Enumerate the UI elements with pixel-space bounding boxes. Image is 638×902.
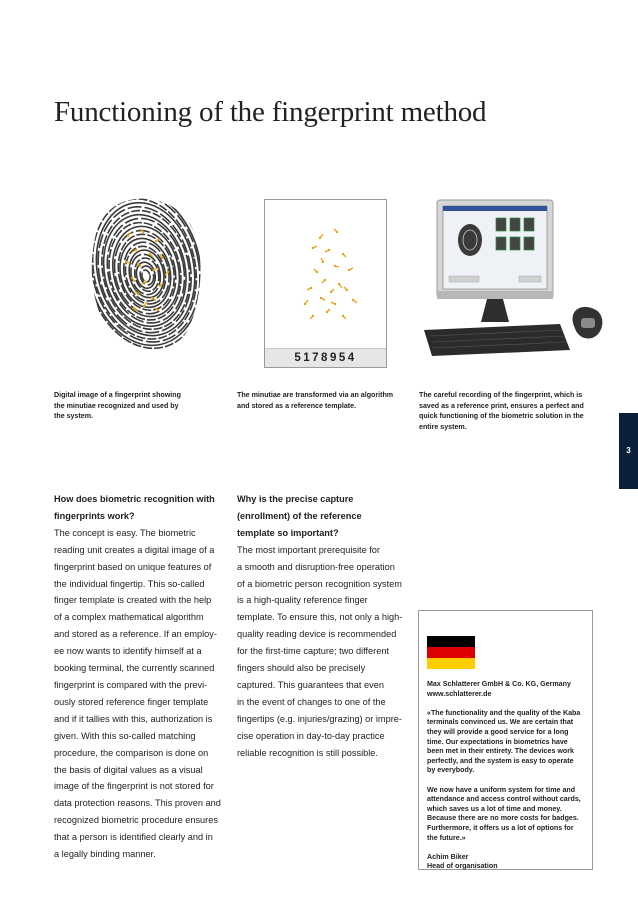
flag-stripe-red (427, 647, 475, 658)
minutia-point (135, 249, 137, 251)
minutiae-template-image (265, 200, 386, 345)
body-line: fingers should also be precisely (237, 663, 366, 674)
body-line: The concept is easy. The biometric (54, 527, 196, 538)
germany-flag-icon (427, 636, 475, 669)
body-line: the individual fingertip. This so-called (54, 578, 205, 589)
minutia-point (346, 289, 348, 291)
signature-block (427, 853, 589, 872)
body-line: fingerprint is compared with the previ- (54, 679, 208, 690)
minutia-point (312, 315, 314, 317)
minutia-point (336, 231, 338, 233)
minutia-point (342, 315, 344, 317)
minutia-point (151, 297, 153, 299)
minutia-point (131, 277, 133, 279)
company-name: Max Schlatterer GmbH & Co. KG, Germany (427, 680, 571, 688)
quote-line: the future.» (427, 833, 466, 842)
minutia-point (153, 269, 155, 271)
body-line: ee now wants to identify himself at a (54, 646, 202, 657)
body-line: finger template is created with the help (54, 595, 212, 606)
body-line: of a complex mathematical algorithm (54, 612, 204, 623)
caption-fingerprint (54, 390, 224, 422)
minutia-point (322, 261, 324, 263)
section-heading: template so important? (237, 527, 339, 538)
body-line: quality reading device is recommended (237, 629, 397, 640)
body-line: given. With this so-called matching (54, 730, 196, 741)
minutia-point (137, 293, 139, 295)
page-title: Functioning of the fingerprint method (54, 96, 487, 128)
body-line: ously stored reference finger template (54, 696, 209, 707)
minutia-point (352, 299, 354, 301)
caption-line: saved as a reference print, ensures a perfect and (419, 401, 584, 410)
workstation-photo (424, 198, 610, 358)
section-heading: Why is the precise capture (237, 494, 354, 504)
quote-line: «The functionality and the quality of the Kaba (427, 708, 581, 717)
minutia-point (334, 265, 336, 267)
minutia-point (348, 269, 350, 271)
minutia-point (161, 257, 163, 259)
body-line: a smooth and disruption-free operation (237, 561, 395, 572)
minutia-point (159, 285, 161, 287)
minutia-point (149, 253, 151, 255)
caption-line: and stored as a reference template. (237, 401, 357, 410)
caption-template (237, 390, 407, 411)
column-biometric-recognition (54, 491, 221, 863)
minutia-point (139, 265, 141, 267)
section-heading: How does biometric recognition with (54, 494, 215, 504)
testimonial-box (418, 610, 593, 870)
flag-stripe-gold (427, 658, 475, 669)
caption-line: the minutiae recognized and used by (54, 401, 179, 410)
quote-line: time. Our expectations in biometrics have (427, 737, 568, 746)
quote-line: been met in their entirety. The devices work (427, 747, 574, 756)
minutiae-template-card (264, 199, 387, 368)
minutia-point (310, 287, 312, 289)
quote-line: they will provide a good service for a long (427, 727, 569, 736)
body-line: image of the fingerprint is not stored for (54, 781, 214, 792)
minutia-point (304, 303, 306, 305)
minutia-point (316, 271, 318, 273)
quote-line: perfectly, and the system is easy to operate (427, 756, 574, 765)
page-number: 3 (626, 446, 631, 455)
quote-line: terminals convinced us. We are certain that (427, 718, 574, 727)
minutia-point (330, 291, 332, 293)
template-code: 5178954 (265, 348, 386, 367)
quote-paragraph (427, 709, 589, 776)
quote-line: We now have a uniform system for time and (427, 785, 576, 794)
section-heading: fingerprints work? (54, 510, 135, 521)
body-line: the basis of digital values as a visual (54, 764, 203, 775)
body-line: and if it tallies with this, authorization is (54, 713, 213, 724)
body-line: for the first-time capture; two different (237, 646, 389, 657)
body-line: reading unit creates a digital image of a (54, 544, 215, 555)
minutia-point (334, 303, 336, 305)
minutia-point (338, 283, 340, 285)
body-line: in the event of changes to one of the (237, 696, 386, 707)
body-line: procedure, the comparison is done on (54, 747, 209, 758)
minutia-point (328, 249, 330, 251)
minutia-point (143, 305, 145, 307)
body-line: The most important prerequisite for (237, 544, 380, 555)
minutia-point (319, 237, 321, 239)
quote-line: by everybody. (427, 766, 475, 775)
body-line: fingerprint based on unique features of (54, 561, 212, 572)
company-info (427, 680, 589, 699)
body-line: and stored as a reference. If an employ- (54, 629, 217, 640)
body-line: data protection reasons. This proven and (54, 798, 221, 809)
minutia-point (320, 297, 322, 299)
column-precise-capture (237, 491, 402, 762)
body-line: template. To ensure this, not only a high- (237, 612, 403, 623)
flag-stripe-black (427, 636, 475, 647)
body-line: is a high-quality reference finger (237, 595, 368, 606)
body-line: of a biometric person recognition system (237, 578, 402, 589)
signatory-name: Achim Biker (427, 852, 469, 861)
body-line: reliable recognition is still possible. (237, 747, 378, 758)
body-line: cise operation in day-to-day practice (237, 730, 385, 741)
minutia-point (342, 253, 344, 255)
section-heading: (enrollment) of the reference (237, 510, 362, 521)
caption-line: The minutiae are transformed via an algorithm (237, 391, 394, 399)
fingerprint-image (88, 196, 204, 354)
quote-line: which saves us a lot of time and money. (427, 804, 562, 813)
minutia-point (326, 311, 328, 313)
page-number-tab (619, 413, 638, 489)
minutia-point (324, 279, 326, 281)
body-line: fingertips (e.g. injuries/grazing) or impre- (237, 713, 402, 724)
minutia-point (133, 307, 135, 309)
quote-line: attendance and access control without cards, (427, 795, 581, 804)
body-line: booking terminal, the currently scanned (54, 663, 215, 674)
testimonial-text (427, 680, 589, 881)
caption-line: Digital image of a fingerprint showing (54, 391, 181, 399)
minutia-point (155, 240, 157, 242)
body-line: a legally binding manner. (54, 849, 156, 860)
body-line: that a person is identified clearly and in (54, 832, 213, 843)
quote-paragraph (427, 786, 589, 844)
quote-line: Because there are no more costs for badges. (427, 814, 579, 823)
caption-line: The careful recording of the fingerprint, which is (419, 391, 583, 399)
minutia-point (127, 235, 129, 237)
minutia-point (125, 261, 127, 263)
body-line: recognized biometric procedure ensures (54, 815, 218, 826)
caption-line: the system. (54, 412, 94, 421)
quote-line: Furthermore, it offers us a lot of options for (427, 823, 574, 832)
minutia-point (145, 281, 147, 283)
caption-line: entire system. (419, 422, 467, 431)
minutia-point (157, 309, 159, 311)
company-url: www.schlatterer.de (427, 689, 492, 698)
minutia-point (312, 247, 314, 249)
signatory-title: Head of organisation (427, 862, 498, 871)
caption-workstation (419, 390, 599, 432)
minutia-point (167, 271, 169, 273)
caption-line: quick functioning of the biometric solution in the (419, 412, 584, 421)
body-line: captured. This guarantees that even (237, 679, 384, 690)
minutia-point (142, 231, 144, 233)
